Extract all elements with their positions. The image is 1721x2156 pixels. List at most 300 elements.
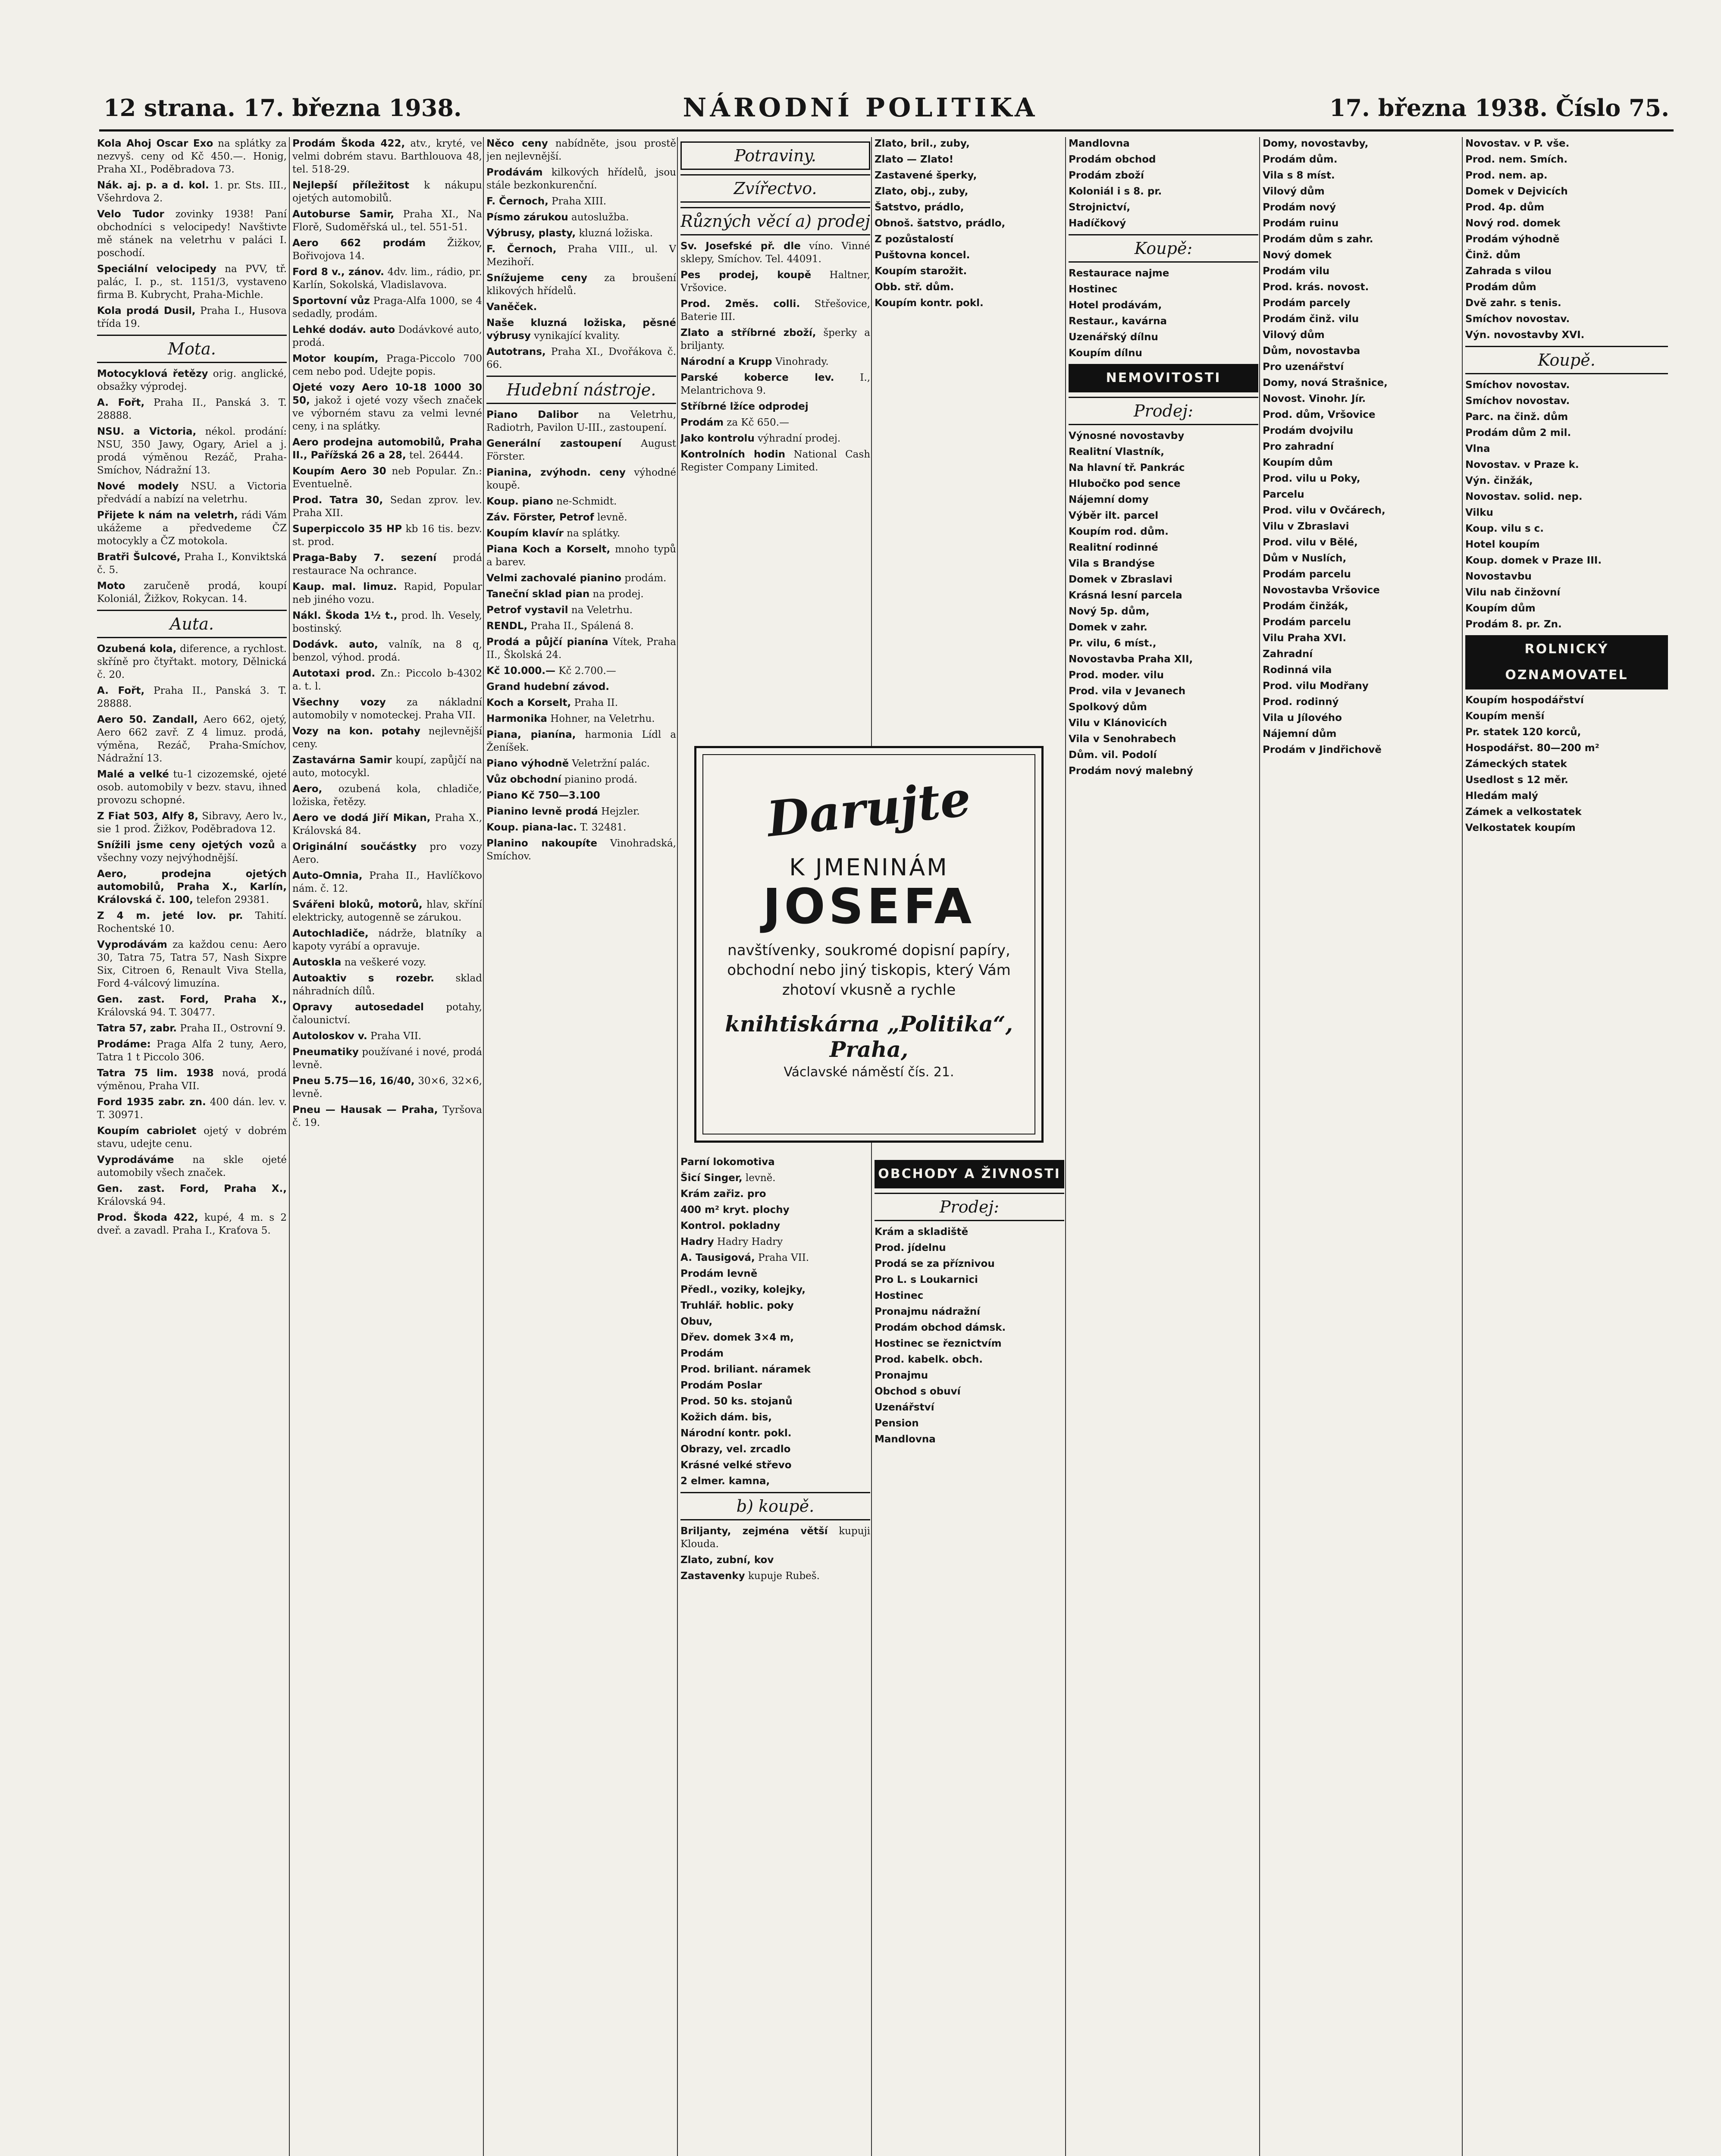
ad-headline: Krásné velké střevo	[680, 1460, 792, 1471]
ad-headline: Petrof vystavil	[486, 605, 568, 616]
classified-ad	[1465, 618, 1668, 631]
ad-text: Vinohrady.	[775, 356, 829, 367]
classified-ad	[680, 371, 870, 397]
ad-headline: Koup. piano	[486, 496, 553, 507]
classified-ad	[292, 812, 482, 837]
ad-headline: Prod. vilu u Poky,	[1263, 473, 1360, 484]
ad-headline: Koupím dílnu	[1069, 348, 1142, 359]
ad-text: Praha I., Husova třída 19.	[97, 305, 287, 329]
classified-ad	[1263, 584, 1452, 597]
ad-headline: Uzenářství	[875, 1402, 934, 1413]
classified-ad	[1069, 637, 1258, 650]
classified-ad	[875, 1353, 1064, 1366]
ad-text: nová, prodá výměnou, Praha VII.	[97, 1068, 287, 1092]
column-8	[1465, 137, 1668, 2156]
ad-headline: Kola prodá Dusil,	[97, 305, 196, 317]
ad-headline: Koupím menší	[1465, 711, 1545, 722]
ad-list	[292, 137, 482, 1129]
classified-ad	[97, 642, 287, 681]
ad-text: 4dv. lim., rádio, pr. Karlín, Sokolská, Vladislavova.	[292, 266, 482, 291]
classified-ad	[680, 1363, 870, 1376]
ad-text: používané i nové, prodá levně.	[292, 1047, 482, 1071]
ad-text: prod. lh. Vesely, bostinský.	[292, 610, 482, 634]
promo-inner-frame	[702, 754, 1035, 1134]
ad-text: Dodávkové auto, prodá.	[292, 324, 482, 348]
classified-ad	[1465, 774, 1668, 787]
ad-text: Tyršova č. 19.	[292, 1104, 482, 1128]
ad-headline: Obuv,	[680, 1316, 713, 1327]
ad-text: víno. Vinné sklepy, Smíchov. Tel. 44091.	[680, 241, 870, 265]
ad-headline: Prod. vilu v Ovčárech,	[1263, 505, 1386, 516]
classified-ad	[1465, 379, 1668, 392]
ad-list	[486, 408, 676, 863]
ad-text: vynikající kvality.	[534, 330, 620, 342]
ad-headline: Vila u Jílového	[1263, 712, 1342, 724]
ad-headline: Prod. jídelnu	[875, 1242, 946, 1253]
ad-headline: Vilu Praha XVI.	[1263, 633, 1346, 644]
ad-headline: Restaur., kavárna	[1069, 316, 1167, 327]
ad-headline: Na hlavní tř. Pankrác	[1069, 462, 1185, 473]
ad-headline: Domek v zahr.	[1069, 622, 1147, 633]
ad-headline: Prod. 2měs. colli.	[680, 298, 800, 310]
classified-ad	[486, 195, 676, 208]
classified-ad	[1263, 217, 1452, 230]
ad-headline: Novostavba Vršovice	[1263, 585, 1380, 596]
classified-ad	[97, 1038, 287, 1064]
newspaper-title: NÁRODNÍ POLITIKA	[683, 93, 1038, 123]
classified-ad	[1465, 474, 1668, 487]
ad-headline: Prodám ruinu	[1263, 218, 1339, 229]
classified-ad	[680, 1427, 870, 1440]
ad-headline: Puštovna koncel.	[875, 250, 970, 261]
ad-list	[680, 240, 870, 474]
classified-ad	[292, 552, 482, 577]
ad-headline: Prodám dům s zahr.	[1263, 234, 1373, 245]
classified-ad	[486, 757, 676, 770]
ad-headline: Mandlovna	[1069, 138, 1130, 149]
classified-ad	[1465, 710, 1668, 723]
classified-ad	[292, 783, 482, 808]
ad-text: levně.	[745, 1172, 776, 1184]
ad-headline: Zlato, zubní, kov	[680, 1554, 774, 1566]
ad-headline: Prod. Škoda 422,	[97, 1212, 198, 1223]
classified-ad	[1465, 790, 1668, 802]
ad-headline: Autoburse Samir,	[292, 209, 395, 220]
ad-headline: Hostinec	[1069, 284, 1118, 295]
ad-headline: RENDL,	[486, 620, 528, 632]
ad-headline: Vila s Brandýse	[1069, 558, 1155, 569]
classified-ad	[486, 773, 676, 786]
ad-text: hlav, skříní elektricky, autogenně se zárukou.	[292, 899, 482, 923]
ad-headline: Vůz obchodní	[486, 774, 561, 785]
classified-ad	[486, 211, 676, 224]
ad-text: prodám.	[624, 573, 667, 584]
ad-text: Haltner, Vršovice.	[680, 270, 870, 294]
ad-headline: Bratři Šulcové,	[97, 552, 181, 563]
ad-text: Sibravy, Aero lv., sie 1 prod. Žižkov, Poděbradova 12.	[97, 811, 287, 835]
classified-ad	[1263, 456, 1452, 469]
ad-headline: Prod. vila v Jevanech	[1069, 686, 1186, 697]
ad-headline: Realitní Vlastník,	[1069, 446, 1165, 458]
ad-headline: Prod. briliant. náramek	[680, 1364, 811, 1375]
classified-ad	[486, 696, 676, 709]
ad-headline: Pianina, zvýhodn. ceny	[486, 467, 626, 478]
classified-ad	[1263, 137, 1452, 150]
classified-ad	[875, 265, 1064, 278]
ad-headline: Prod. 50 ks. stojanů	[680, 1396, 793, 1407]
ad-headline: Nové modely	[97, 481, 179, 492]
classified-ad	[292, 494, 482, 520]
classified-ad	[97, 1096, 287, 1122]
classified-ad	[1069, 509, 1258, 522]
ad-headline: F. Černoch,	[486, 244, 557, 255]
ad-headline: Kontrolních hodin	[680, 449, 785, 460]
ad-headline: Šicí Singer,	[680, 1172, 743, 1184]
ad-headline: Moto	[97, 580, 125, 592]
classified-ad	[1465, 185, 1668, 198]
ad-headline: Kola Ahoj Oscar Exo	[97, 138, 213, 149]
classified-ad	[1465, 249, 1668, 262]
ad-headline: NSU. a Victoria,	[97, 426, 197, 437]
section-heading-koupe: Koupě:	[1069, 234, 1258, 263]
section-heading-ruzne: Různých věcí a) prodej	[680, 207, 870, 235]
promo-body-text: navštívenky, soukromé dopisní papíry, obchodní nebo jiný tiskopis, který Vám zhotoví vkusně a rychle	[727, 942, 1011, 999]
ad-list	[97, 137, 287, 330]
classified-ad	[1465, 313, 1668, 326]
ad-headline: Mandlovna	[875, 1434, 936, 1445]
ad-headline: Dodávk. auto,	[292, 639, 378, 650]
ad-headline: Harmonika	[486, 713, 547, 724]
classified-ad	[486, 166, 676, 192]
ad-text: T. 32481.	[580, 822, 627, 833]
classified-ad	[486, 466, 676, 492]
ad-headline: Hadíčkový	[1069, 218, 1126, 229]
ad-text: nejlevnější ceny.	[292, 726, 482, 750]
ad-headline: Pro zahradní	[1263, 441, 1334, 452]
ad-headline: Aero,	[292, 783, 323, 795]
ad-headline: Stříbrné lžíce odprodej	[680, 401, 809, 412]
ad-headline: Pro uzenářství	[1263, 361, 1344, 373]
classified-ad	[1069, 493, 1258, 506]
ad-headline: Pension	[875, 1418, 919, 1429]
classified-ad	[1465, 726, 1668, 739]
ad-text: kupuje Rubeš.	[748, 1570, 820, 1582]
classified-ad	[486, 495, 676, 508]
classified-ad	[1263, 472, 1452, 485]
ad-headline: Dům, novostavba	[1263, 345, 1360, 357]
ad-headline: A. Tausigová,	[680, 1252, 755, 1263]
ad-headline: Novostav. solid. nep.	[1465, 491, 1583, 502]
ad-headline: Smíchov novostav.	[1465, 395, 1570, 407]
ad-headline: Výnosné novostavby	[1069, 430, 1185, 442]
ad-text: Rapid, Popular neb jiného vozu.	[292, 581, 482, 605]
ad-text: zovinky 1938! Paní obchodníci s velocipedy! Navštivte mě stánek na veletrhu v paláci I. poschodí.	[97, 209, 287, 259]
classified-ad	[1263, 552, 1452, 565]
ad-headline: Krám a skladiště	[875, 1226, 969, 1238]
header-rule	[99, 129, 1674, 132]
ad-headline: Nejlepší příležitost	[292, 180, 409, 191]
ad-text: rádi Vám ukážeme a předvedeme ČZ motocykly a ČZ motokola.	[97, 510, 287, 547]
ad-headline: Domek v Dejvicích	[1465, 186, 1568, 197]
ad-text: Praga Alfa 2 tuny, Aero, Tatra 1 t Piccolo 306.	[97, 1039, 287, 1063]
ad-headline: Gen. zast. Ford, Praha X.,	[97, 1183, 287, 1194]
ad-text: National Cash Register Company Limited.	[680, 449, 870, 473]
classified-ad	[97, 1022, 287, 1035]
classified-ad	[1465, 137, 1668, 150]
classified-ad	[1069, 669, 1258, 682]
ad-text: Praha XI., Na Florě, Sudoměřská ul., tel. 551-51.	[292, 209, 482, 233]
classified-ad	[97, 1125, 287, 1150]
ad-headline: Prodám činžák,	[1263, 601, 1348, 612]
ad-list	[875, 137, 1064, 310]
ad-list	[680, 1156, 870, 1488]
ad-headline: A. Fořt,	[97, 397, 145, 408]
ad-headline: Pr. vilu, 6 míst.,	[1069, 638, 1157, 649]
classified-ad	[292, 295, 482, 320]
classified-ad	[292, 1001, 482, 1027]
ad-text: Tahití. Rochentské 10.	[97, 910, 287, 934]
classified-ad	[1069, 589, 1258, 602]
ad-headline: Ford 8 v., zánov.	[292, 266, 384, 278]
classified-ad	[680, 1395, 870, 1408]
classified-ad	[1263, 249, 1452, 262]
ad-headline: Motocyklová řetězy	[97, 368, 208, 379]
ad-headline: Koch a Korselt,	[486, 697, 571, 708]
ad-headline: Piano Dalibor	[486, 409, 579, 420]
classified-ad	[1465, 395, 1668, 407]
ad-headline: Zastavené šperky,	[875, 170, 977, 181]
classified-ad	[97, 304, 287, 330]
classified-ad	[97, 768, 287, 807]
classified-ad	[680, 1219, 870, 1232]
classified-ad	[680, 1203, 870, 1216]
classified-ad	[680, 400, 870, 413]
column-7	[1263, 137, 1452, 2156]
classified-ad	[486, 664, 676, 677]
ad-headline: Hospodářst. 80—200 m²	[1465, 743, 1599, 754]
ad-headline: Piana, pianína,	[486, 729, 576, 740]
section-heading-prodej-nemovitosti: Prodej:	[1069, 397, 1258, 425]
classified-ad	[97, 396, 287, 422]
classified-ad	[875, 233, 1064, 246]
ad-headline: Obnoš. šatstvo, prádlo,	[875, 218, 1006, 229]
ad-list	[1069, 137, 1258, 230]
classified-ad	[1263, 520, 1452, 533]
classified-ad	[1069, 283, 1258, 296]
ad-headline: Koup. vilu s c.	[1465, 523, 1544, 534]
ad-headline: Naše kluzná ložiska, pěsné výbrusy	[486, 317, 676, 342]
classified-ad	[680, 432, 870, 445]
classified-ad	[1465, 169, 1668, 182]
ad-headline: Svářeni bloků, motorů,	[292, 899, 423, 910]
ad-text: August Förster.	[486, 438, 676, 462]
classified-ad	[875, 1225, 1064, 1238]
ad-headline: Aero 50. Zandall,	[97, 714, 198, 725]
classified-ad	[875, 153, 1064, 166]
classified-ad	[1465, 329, 1668, 342]
ad-text: výhradní prodej.	[758, 433, 841, 444]
ad-headline: Uzenářský dílnu	[1069, 332, 1158, 343]
ad-headline: Piano Kč 750—3.100	[486, 790, 600, 801]
classified-ad	[1263, 504, 1452, 517]
classified-ad	[97, 909, 287, 935]
ad-text: za Kč 650.—	[727, 417, 789, 428]
ad-text: Hejzler.	[601, 806, 640, 817]
ad-headline: Autochladiče,	[292, 928, 369, 939]
ad-headline: Koupím kontr. pokl.	[875, 298, 984, 309]
ad-list	[1263, 137, 1452, 756]
ad-list	[1069, 429, 1258, 777]
classified-ad	[486, 837, 676, 863]
ad-headline: Autoaktiv s rozebr.	[292, 973, 435, 984]
ad-headline: Zámeckých statek	[1465, 758, 1567, 770]
classified-ad	[1069, 153, 1258, 166]
ad-text: koupí, zapůjčí na auto, motocykl.	[292, 755, 482, 779]
ad-headline: Snížujeme ceny	[486, 273, 588, 284]
classified-ad	[1465, 522, 1668, 535]
ad-list	[1465, 379, 1668, 631]
ad-headline: Gen. zast. Ford, Praha X.,	[97, 994, 287, 1005]
ad-headline: Autotrans,	[486, 346, 546, 357]
ad-headline: Truhlář. hoblic. poky	[680, 1300, 794, 1311]
ad-text: 30×6, 32×6, levně.	[292, 1075, 482, 1100]
ad-headline: Planino nakoupíte	[486, 838, 597, 849]
ad-headline: Nák. aj. p. a d. kol.	[97, 180, 209, 191]
ad-headline: Prod. dům, Vršovice	[1263, 409, 1376, 420]
column-4-bottom	[680, 1156, 870, 2156]
classified-ad	[1069, 445, 1258, 458]
classified-ad	[1263, 440, 1452, 453]
ad-headline: Koup. piana-lac.	[486, 822, 577, 833]
classified-ad	[1069, 557, 1258, 570]
classified-ad	[292, 266, 482, 291]
classified-ad	[1069, 605, 1258, 618]
ad-text: za broušení klikových hřídelů.	[486, 273, 676, 297]
classified-ad	[680, 1299, 870, 1312]
ad-headline: Zlato, obj., zuby,	[875, 186, 969, 197]
classified-ad	[292, 580, 482, 606]
classified-ad	[1465, 821, 1668, 834]
ad-headline: Výn. činžák,	[1465, 475, 1533, 486]
ad-text: kupuji Klouda.	[680, 1526, 870, 1550]
classified-ad	[486, 408, 676, 434]
ad-text: Praha VII.	[758, 1252, 809, 1263]
classified-ad	[97, 1153, 287, 1179]
ad-headline: Krásná lesní parcela	[1069, 590, 1182, 601]
classified-ad	[1263, 536, 1452, 549]
ad-text: Praha XI., Dvořákova č. 66.	[486, 346, 676, 370]
classified-ad	[486, 317, 676, 342]
promo-advertisement	[694, 746, 1044, 1143]
classified-ad	[292, 927, 482, 953]
ad-text: pianino prodá.	[564, 774, 638, 785]
ad-headline: Obchod s obuví	[875, 1386, 961, 1397]
ad-text: za každou cenu: Aero 30, Tatra 75, Tatra 57, Nash Sixpre Six, Citroen 6, Renault Viva Stella, Ford 4-válcový limuzína.	[97, 939, 287, 989]
ad-headline: Šatstvo, prádlo,	[875, 202, 964, 213]
classified-ad	[97, 580, 287, 605]
column-5-top	[875, 137, 1064, 741]
ad-headline: Prodám Škoda 422,	[292, 138, 405, 149]
classified-ad	[97, 839, 287, 865]
classified-ad	[1069, 331, 1258, 344]
classified-ad	[1263, 169, 1452, 182]
classified-ad	[486, 543, 676, 569]
classified-ad	[1465, 233, 1668, 246]
ad-headline: Vyprodáváme	[97, 1154, 174, 1166]
ad-text: orig. anglické, obsažky výprodej.	[97, 368, 287, 392]
page-header-right: 17. března 1938. Číslo 75.	[1329, 94, 1669, 122]
classified-ad	[875, 1369, 1064, 1382]
ad-headline: Prod. 4p. dům	[1465, 202, 1545, 213]
classified-ad	[680, 1379, 870, 1392]
classified-ad	[486, 301, 676, 313]
classified-ad	[292, 179, 482, 205]
ad-headline: Novost. Vinohr. Jír.	[1263, 393, 1366, 404]
classified-ad	[292, 1075, 482, 1100]
ad-headline: Praga-Baby 7. sezení	[292, 552, 437, 564]
classified-ad	[97, 1211, 287, 1237]
classified-ad	[292, 869, 482, 895]
ad-headline: Prodám dům	[1465, 282, 1536, 293]
ad-list	[486, 137, 676, 371]
classified-ad	[292, 898, 482, 924]
ad-headline: Parcelu	[1263, 489, 1304, 500]
classified-ad	[1263, 265, 1452, 278]
classified-ad	[1069, 137, 1258, 150]
classified-ad	[1263, 648, 1452, 661]
classified-ad	[97, 509, 287, 548]
ad-headline: Prodám 8. pr. Zn.	[1465, 619, 1562, 630]
classified-ad	[486, 588, 676, 601]
classified-ad	[1263, 600, 1452, 613]
ad-headline: Rodinná vila	[1263, 664, 1332, 676]
classified-ad	[1069, 701, 1258, 714]
classified-ad	[1263, 281, 1452, 294]
ad-text: nékol. prodání: NSU, 350 Jawy, Ogary, Ariel a j. prodá výměnou Rezáč, Praha-Smíchov, Nádražní 13.	[97, 426, 287, 476]
classified-ad	[486, 345, 676, 371]
classified-ad	[1263, 329, 1452, 342]
ad-text: tel. 26444.	[409, 450, 464, 461]
ad-headline: Usedlost s 12 měr.	[1465, 774, 1568, 786]
ad-headline: Obrazy, vel. zrcadlo	[680, 1444, 791, 1455]
classified-ad	[680, 1459, 870, 1472]
section-heading-rolnicky: ROLNICKÝ OZNAMOVATEL	[1465, 635, 1668, 689]
ad-text: Veletržní palác.	[572, 758, 650, 769]
ad-headline: Koup. domek v Praze III.	[1465, 555, 1602, 566]
ad-headline: Národní kontr. pokl.	[680, 1428, 792, 1439]
ad-headline: Prod. kabelk. obch.	[875, 1354, 983, 1365]
ad-headline: Nájemní dům	[1263, 728, 1337, 740]
ad-headline: Novostav. v Praze k.	[1465, 459, 1579, 470]
ad-headline: Záv. Förster, Petrof	[486, 512, 594, 523]
ad-text: prodá restaurace Na ochrance.	[292, 552, 482, 577]
ad-text: na veškeré vozy.	[344, 957, 426, 968]
ad-headline: Smíchov novostav.	[1465, 313, 1570, 325]
column-separator	[483, 137, 484, 2156]
classified-ad	[1069, 315, 1258, 328]
ad-headline: Pronajmu nádražní	[875, 1306, 980, 1317]
ad-headline: Z pozůstalostí	[875, 234, 954, 245]
ad-headline: Malé a velké	[97, 769, 169, 780]
ad-text: šperky a briljanty.	[680, 327, 870, 351]
ad-headline: Ojeté vozy Aero 10-18 1000 30 50,	[292, 382, 482, 406]
classified-ad	[680, 326, 870, 352]
classified-ad	[875, 249, 1064, 262]
classified-ad	[486, 243, 676, 269]
ad-headline: Zastavárna Samir	[292, 755, 392, 766]
classified-ad	[875, 1433, 1064, 1446]
ad-text: Praha II., Havlíčkovo nám. č. 12.	[292, 870, 482, 894]
